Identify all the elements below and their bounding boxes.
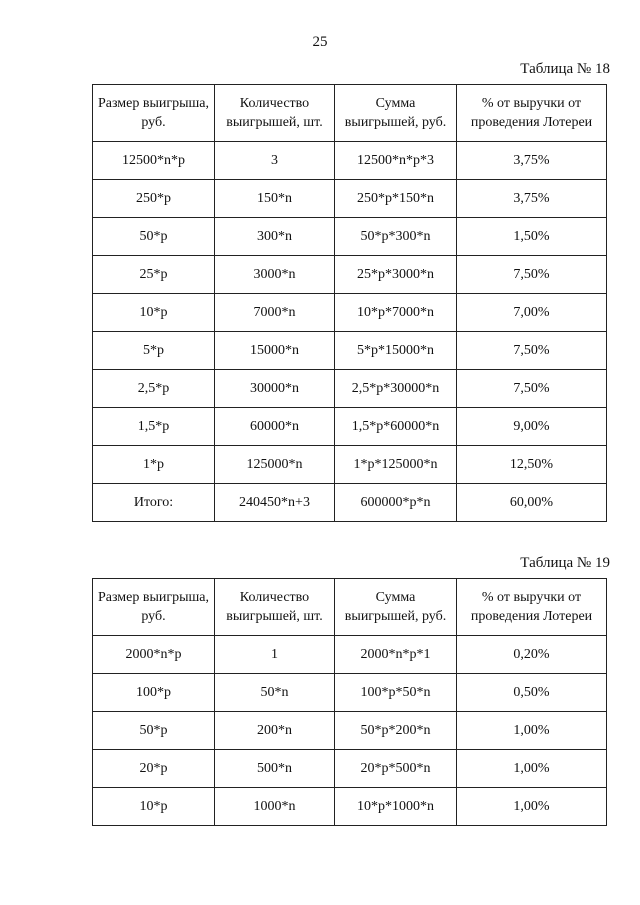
table-row — [93, 332, 607, 370]
table-row — [93, 218, 607, 256]
table-row — [93, 750, 607, 788]
cell-revenue-percent: 60,00% — [457, 484, 607, 522]
cell-revenue-percent: 9,00% — [457, 408, 607, 446]
cell-prize-size: 20*p — [93, 750, 215, 788]
cell-revenue-percent: 3,75% — [457, 142, 607, 180]
header-prize-sum: Сумма выигрышей, руб. — [335, 579, 457, 636]
cell-prize-size: 2,5*p — [93, 370, 215, 408]
cell-prize-sum: 10*p*1000*n — [335, 788, 457, 826]
table-row — [93, 712, 607, 750]
cell-prize-sum: 250*p*150*n — [335, 180, 457, 218]
header-revenue-percent: % от выручки от проведения Лотереи — [457, 85, 607, 142]
cell-revenue-percent: 1,00% — [457, 712, 607, 750]
header-revenue-percent: % от выручки от проведения Лотереи — [457, 579, 607, 636]
cell-prize-size: 12500*n*p — [93, 142, 215, 180]
cell-prize-sum: 50*p*200*n — [335, 712, 457, 750]
cell-revenue-percent: 7,50% — [457, 256, 607, 294]
cell-prize-sum: 1*p*125000*n — [335, 446, 457, 484]
cell-prize-count: 240450*n+3 — [215, 484, 335, 522]
cell-revenue-percent: 0,20% — [457, 636, 607, 674]
page-number: 25 — [312, 34, 328, 50]
cell-prize-sum: 2000*n*p*1 — [335, 636, 457, 674]
table-body — [93, 142, 607, 522]
cell-prize-sum: 25*p*3000*n — [335, 256, 457, 294]
prize-table-18 — [92, 84, 607, 522]
table-row — [93, 294, 607, 332]
cell-prize-count: 30000*n — [215, 370, 335, 408]
cell-prize-count: 3 — [215, 142, 335, 180]
table-row — [93, 180, 607, 218]
table-row — [93, 446, 607, 484]
table-row — [93, 408, 607, 446]
cell-prize-count: 300*n — [215, 218, 335, 256]
cell-prize-count: 1 — [215, 636, 335, 674]
cell-prize-size: 100*p — [93, 674, 215, 712]
cell-prize-size: 250*p — [93, 180, 215, 218]
table-row — [93, 256, 607, 294]
table-row — [93, 636, 607, 674]
cell-prize-size: 10*p — [93, 788, 215, 826]
cell-revenue-percent: 3,75% — [457, 180, 607, 218]
table-row — [93, 370, 607, 408]
cell-prize-count: 3000*n — [215, 256, 335, 294]
table-body — [93, 636, 607, 826]
cell-prize-count: 125000*n — [215, 446, 335, 484]
table-18-caption: Таблица № 18 — [520, 61, 610, 77]
cell-prize-sum: 2,5*p*30000*n — [335, 370, 457, 408]
prize-table-19 — [92, 578, 607, 826]
cell-revenue-percent: 7,00% — [457, 294, 607, 332]
cell-prize-count: 150*n — [215, 180, 335, 218]
table-row — [93, 484, 607, 522]
cell-prize-size: 2000*n*p — [93, 636, 215, 674]
cell-revenue-percent: 12,50% — [457, 446, 607, 484]
table-row — [93, 142, 607, 180]
table-row — [93, 788, 607, 826]
header-prize-count: Количество выигрышей, шт. — [215, 85, 335, 142]
cell-prize-count: 15000*n — [215, 332, 335, 370]
cell-prize-size: Итого: — [93, 484, 215, 522]
cell-prize-size: 1,5*p — [93, 408, 215, 446]
cell-prize-size: 10*p — [93, 294, 215, 332]
cell-prize-count: 7000*n — [215, 294, 335, 332]
table-header-row — [93, 85, 607, 142]
cell-prize-sum: 100*p*50*n — [335, 674, 457, 712]
cell-revenue-percent: 1,50% — [457, 218, 607, 256]
cell-revenue-percent: 1,00% — [457, 750, 607, 788]
table-header-row — [93, 579, 607, 636]
cell-prize-sum: 600000*p*n — [335, 484, 457, 522]
cell-prize-count: 60000*n — [215, 408, 335, 446]
header-prize-size: Размер выигрыша, руб. — [93, 85, 215, 142]
cell-prize-sum: 10*p*7000*n — [335, 294, 457, 332]
cell-prize-count: 500*n — [215, 750, 335, 788]
cell-prize-count: 200*n — [215, 712, 335, 750]
header-prize-count: Количество выигрышей, шт. — [215, 579, 335, 636]
cell-prize-sum: 20*p*500*n — [335, 750, 457, 788]
cell-prize-sum: 12500*n*p*3 — [335, 142, 457, 180]
cell-revenue-percent: 7,50% — [457, 332, 607, 370]
cell-prize-sum: 5*p*15000*n — [335, 332, 457, 370]
cell-prize-size: 1*p — [93, 446, 215, 484]
cell-prize-size: 50*p — [93, 712, 215, 750]
cell-prize-count: 1000*n — [215, 788, 335, 826]
cell-revenue-percent: 1,00% — [457, 788, 607, 826]
cell-prize-size: 50*p — [93, 218, 215, 256]
cell-prize-size: 5*p — [93, 332, 215, 370]
cell-prize-count: 50*n — [215, 674, 335, 712]
cell-revenue-percent: 0,50% — [457, 674, 607, 712]
table-row — [93, 674, 607, 712]
table-19-caption: Таблица № 19 — [520, 555, 610, 571]
header-prize-size: Размер выигрыша, руб. — [93, 579, 215, 636]
cell-prize-sum: 50*p*300*n — [335, 218, 457, 256]
cell-prize-sum: 1,5*p*60000*n — [335, 408, 457, 446]
cell-revenue-percent: 7,50% — [457, 370, 607, 408]
header-prize-sum: Сумма выигрышей, руб. — [335, 85, 457, 142]
cell-prize-size: 25*p — [93, 256, 215, 294]
